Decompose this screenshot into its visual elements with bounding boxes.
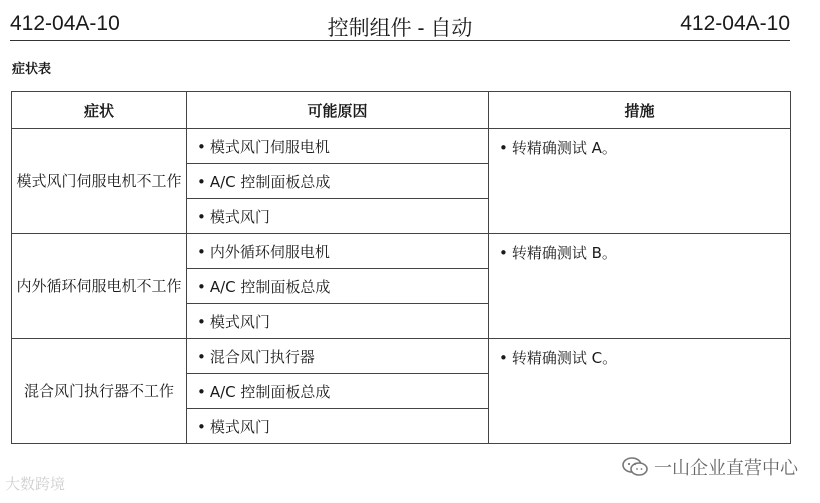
cause-text: 内外循环伺服电机 <box>209 242 330 261</box>
cause-cell <box>187 374 489 409</box>
cause-cell <box>187 199 489 234</box>
symptom-table <box>11 91 791 444</box>
table-row <box>12 129 791 164</box>
bullet: • <box>197 277 206 296</box>
cause-cell <box>187 129 489 164</box>
bullet: • <box>499 139 508 157</box>
header-code-right: 412-04A-10 <box>680 12 790 35</box>
bullet: • <box>197 242 206 261</box>
bullet: • <box>197 172 206 191</box>
cause-text: 模式风门 <box>209 207 270 226</box>
action-cell <box>489 339 791 444</box>
header-title: 控制组件 - 自动 <box>327 17 473 40</box>
action-cell <box>489 234 791 339</box>
cause-cell <box>187 269 489 304</box>
cause-text: A/C 控制面板总成 <box>209 277 331 296</box>
cause-cell <box>187 339 489 374</box>
bullet: • <box>499 244 508 262</box>
action-text: 转精确测试 A。 <box>511 139 617 157</box>
symptom-cell: 内外循环伺服电机不工作 <box>12 234 187 339</box>
header-code-left: 412-04A-10 <box>10 12 120 35</box>
action-text: 转精确测试 C。 <box>511 349 618 367</box>
table-row <box>12 339 791 374</box>
watermark-left <box>5 473 65 494</box>
bullet: • <box>197 312 206 331</box>
page-header <box>10 10 790 41</box>
table-row <box>12 234 791 269</box>
column-header-symptom: 症状 <box>12 92 187 129</box>
cause-cell <box>187 409 489 444</box>
symptom-cell: 混合风门执行器不工作 <box>12 339 187 444</box>
bullet: • <box>499 349 508 367</box>
action-text: 转精确测试 B。 <box>511 244 617 262</box>
cause-text: A/C 控制面板总成 <box>209 382 331 401</box>
cause-text: 混合风门执行器 <box>209 347 315 366</box>
cause-cell <box>187 304 489 339</box>
section-title: 症状表 <box>12 62 52 77</box>
cause-text: 模式风门 <box>209 417 270 436</box>
cause-text: 模式风门伺服电机 <box>209 137 330 156</box>
bullet: • <box>197 137 206 156</box>
watermark-right <box>622 454 798 480</box>
cause-text: A/C 控制面板总成 <box>209 172 331 191</box>
action-cell <box>489 129 791 234</box>
watermark-right-text: 一山企业直营中心 <box>654 458 798 479</box>
cause-cell <box>187 234 489 269</box>
bullet: • <box>197 207 206 226</box>
watermark-left-text: 大数跨境 <box>5 475 66 493</box>
cause-cell <box>187 164 489 199</box>
cause-text: 模式风门 <box>209 312 270 331</box>
bullet: • <box>197 347 206 366</box>
table-header-row <box>12 92 791 129</box>
bullet: • <box>197 382 206 401</box>
column-header-action: 措施 <box>489 92 791 129</box>
bullet: • <box>197 417 206 436</box>
column-header-cause: 可能原因 <box>187 92 489 129</box>
wechat-icon <box>622 457 648 477</box>
symptom-cell: 模式风门伺服电机不工作 <box>12 129 187 234</box>
